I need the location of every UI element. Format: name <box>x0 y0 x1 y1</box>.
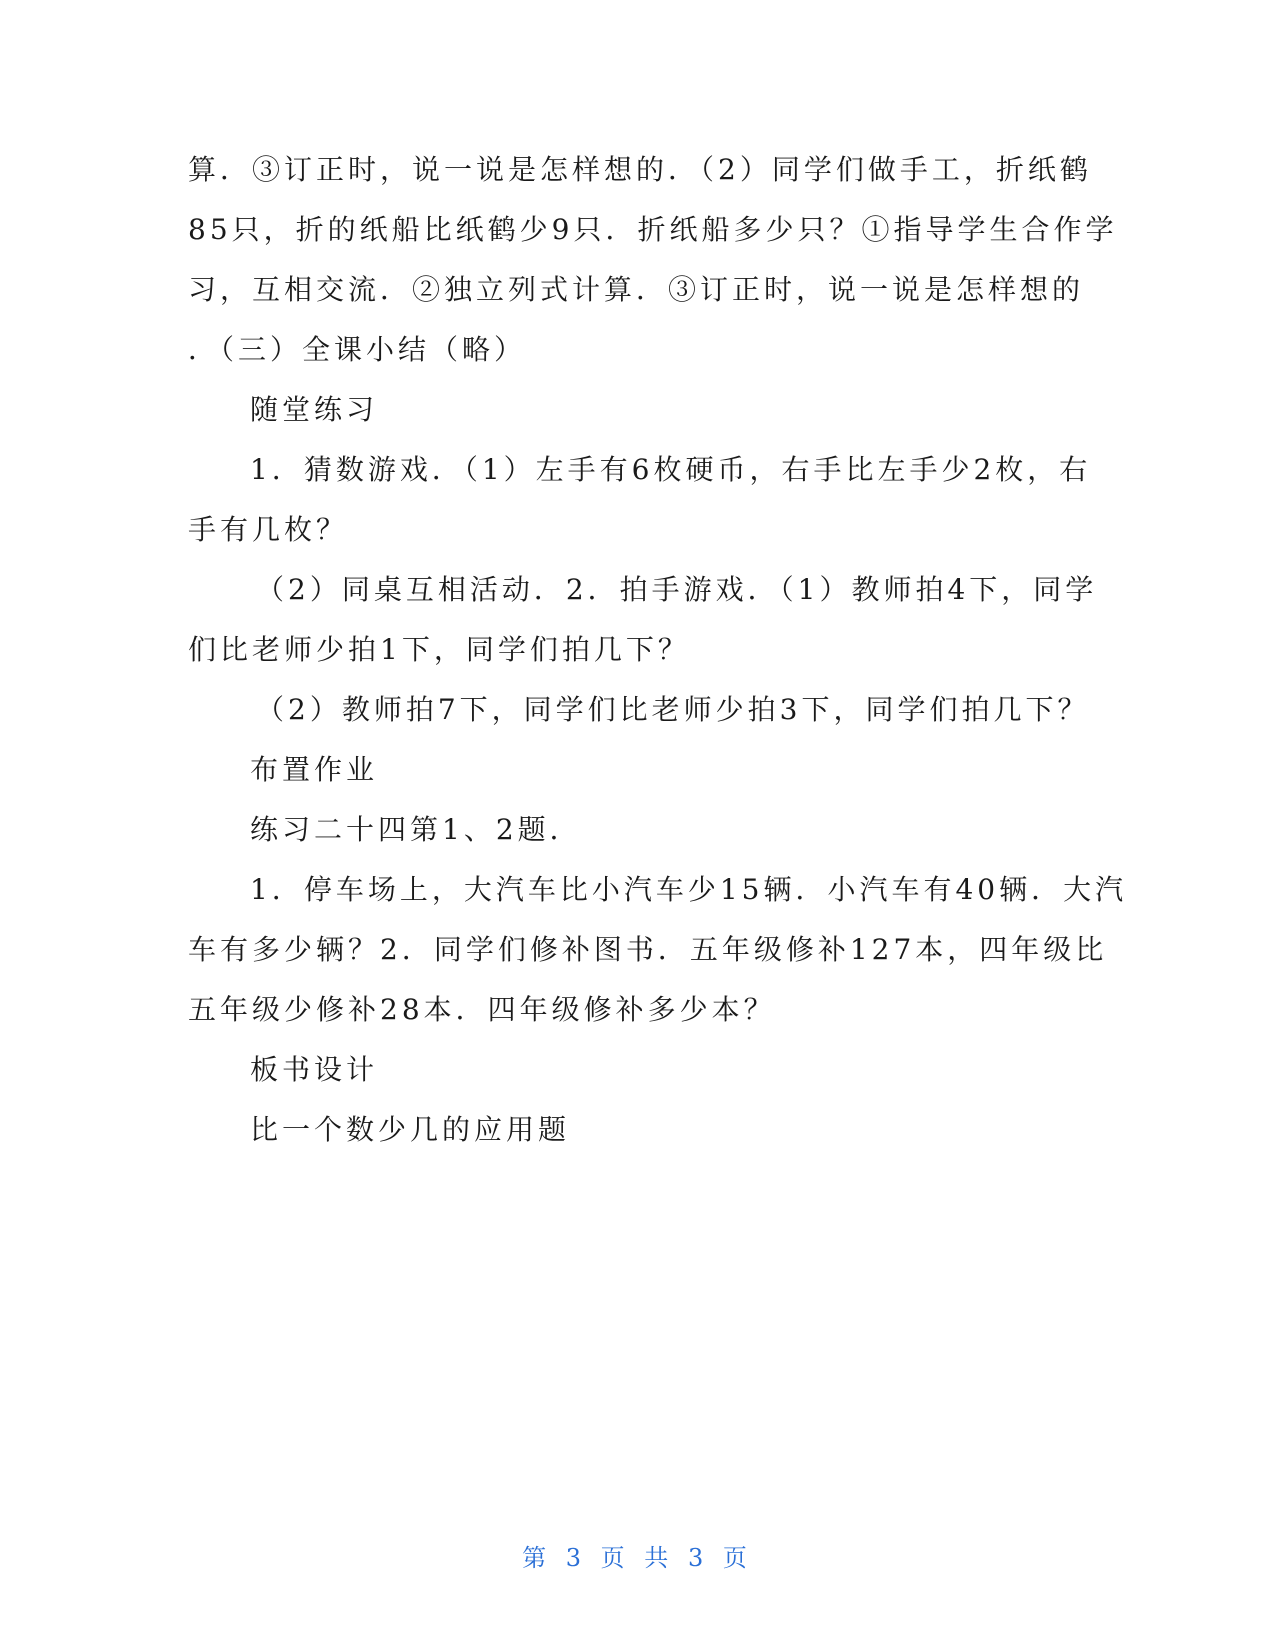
text-line: （2）教师拍7下，同学们比老师少拍3下，同学们拍几下？ <box>256 693 1090 726</box>
text-line: 比一个数少几的应用题 <box>250 1113 571 1146</box>
text-line: 手有几枚？ <box>188 513 349 546</box>
page-number-footer: 第 3 页 共 3 页 <box>522 1544 753 1572</box>
text-line: 1．猜数游戏．（1）左手有6枚硬币，右手比左手少2枚，右 <box>250 453 1092 486</box>
document-body <box>188 140 1128 1160</box>
text-line: 五年级少修补28本．四年级修补多少本？ <box>188 993 776 1026</box>
section-heading: 布置作业 <box>250 753 379 786</box>
text-line: 练习二十四第1、2题． <box>250 813 582 846</box>
text-line: 车有多少辆？2．同学们修补图书．五年级修补127本，四年级比 <box>188 933 1108 966</box>
text-line: （2）同桌互相活动．2．拍手游戏．（1）教师拍4下，同学 <box>256 573 1098 606</box>
text-line: 算．③订正时，说一说是怎样想的．（2）同学们做手工，折纸鹤 <box>188 153 1092 186</box>
text-line: 们比老师少拍1下，同学们拍几下？ <box>188 633 690 666</box>
text-line: ．（三）全课小结（略） <box>188 333 527 366</box>
section-heading: 板书设计 <box>250 1053 379 1086</box>
text-line: 85只，折的纸船比纸鹤少9只．折纸船多少只？①指导学生合作学 <box>188 213 1118 246</box>
text-line: 习，互相交流．②独立列式计算．③订正时，说一说是怎样想的 <box>188 273 1085 306</box>
text-line: 1．停车场上，大汽车比小汽车少15辆．小汽车有40辆．大汽 <box>250 873 1128 906</box>
section-heading: 随堂练习 <box>250 393 379 426</box>
